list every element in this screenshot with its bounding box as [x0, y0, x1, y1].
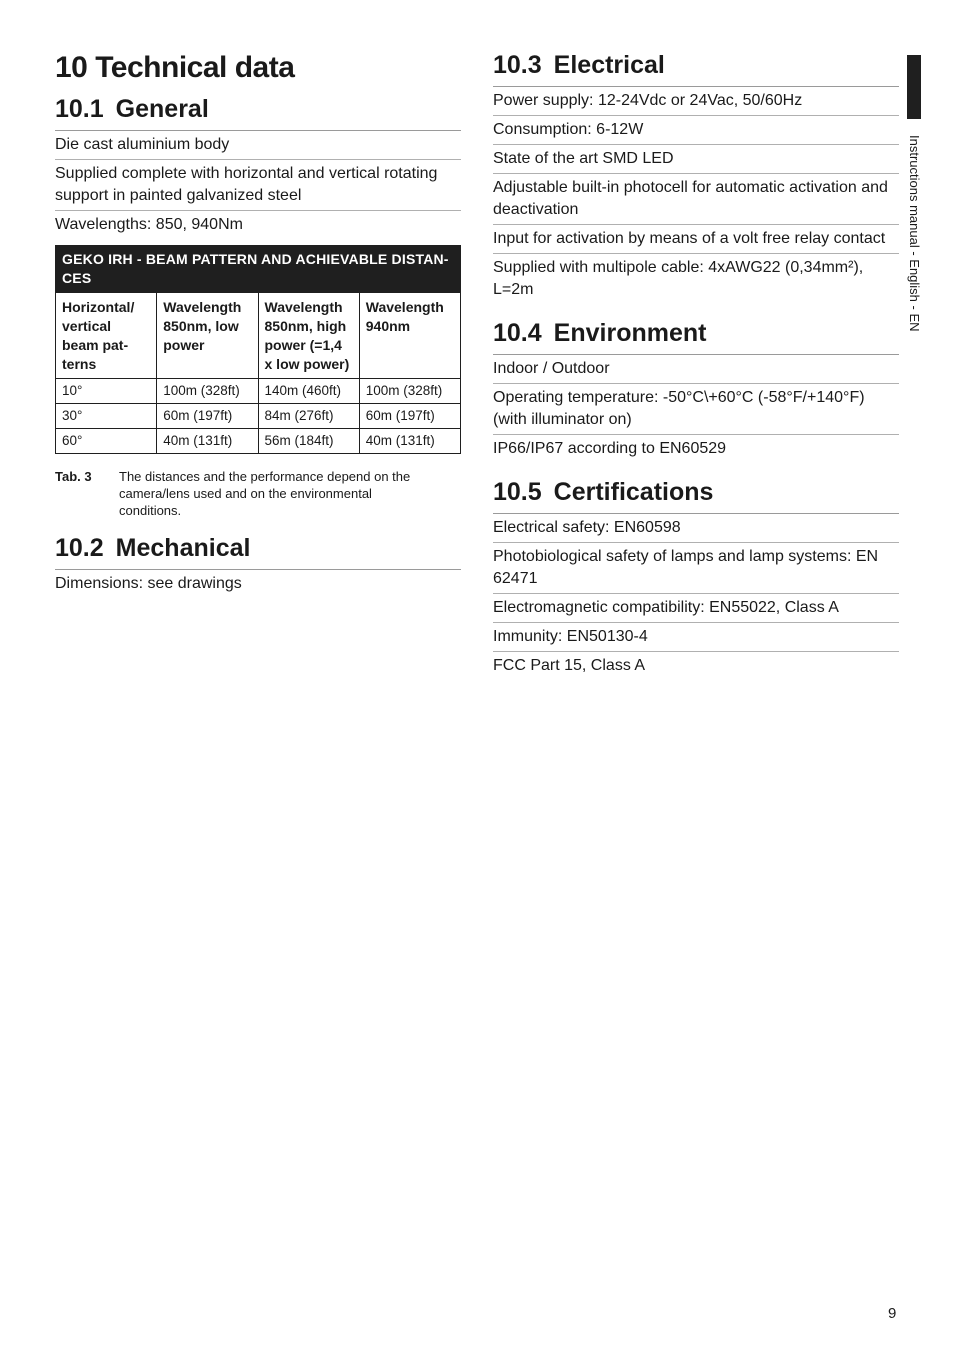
chapter-tab-marker	[907, 55, 921, 119]
section-title: Environment	[553, 319, 707, 347]
table-row	[56, 404, 461, 429]
table-cell: 30°	[56, 404, 157, 429]
section-electrical-heading	[493, 50, 899, 87]
right-column	[493, 50, 899, 680]
section-number: 10.5	[493, 478, 542, 506]
table-note-label: Tab. 3	[55, 469, 92, 484]
electrical-item: Adjustable built-in photocell for automatic activation and deactivation	[493, 174, 899, 225]
table-cell: 100m (328ft)	[359, 379, 460, 404]
general-item: Die cast aluminium body	[55, 131, 461, 160]
electrical-item: Consumption: 6-12W	[493, 116, 899, 145]
mechanical-item: Dimensions: see drawings	[55, 575, 242, 592]
general-item: Supplied complete with horizontal and vertical rotating support in painted galvanized steel	[55, 160, 461, 211]
table-cell: 10°	[56, 379, 157, 404]
chapter-title: 10 Technical data	[55, 51, 295, 84]
left-column	[55, 50, 461, 598]
section-general-heading	[55, 94, 461, 131]
electrical-item: Supplied with multipole cable: 4xAWG22 (0,34mm²), L=2m	[493, 259, 864, 298]
table-cell: 60°	[56, 429, 157, 454]
table-cell: 60m (197ft)	[359, 404, 460, 429]
section-environment-heading	[493, 318, 899, 355]
certifications-item: Electromagnetic compatibility: EN55022, Class A	[493, 594, 899, 623]
sidebar-manual-label: Instructions manual - English - EN	[907, 135, 922, 332]
page-number: 9	[888, 1305, 897, 1322]
table-header-cell: Horizontal/ vertical beam pat-terns	[56, 293, 157, 379]
certifications-item: Electrical safety: EN60598	[493, 514, 899, 543]
beam-pattern-table	[55, 245, 461, 454]
table-header-cell: Wavelength 850nm, high power (=1,4 x low power)	[258, 293, 359, 379]
table-cell: 40m (131ft)	[157, 429, 258, 454]
table-header-row	[56, 293, 461, 379]
table-cell: 140m (460ft)	[258, 379, 359, 404]
table-note-text: The distances and the performance depend on the camera/lens used and on the environmental conditions.	[119, 469, 411, 518]
section-number: 10.3	[493, 51, 542, 79]
certifications-item: Photobiological safety of lamps and lamp systems: EN 62471	[493, 543, 899, 594]
table-row	[56, 379, 461, 404]
section-title: General	[115, 95, 209, 123]
electrical-item: Input for activation by means of a volt free relay contact	[493, 225, 899, 254]
section-title: Certifications	[553, 478, 714, 506]
table-cell: 100m (328ft)	[157, 379, 258, 404]
table-caption: GEKO IRH - BEAM PATTERN AND ACHIEVABLE DISTAN-CES	[55, 245, 461, 292]
section-mechanical-heading	[55, 533, 461, 570]
environment-item: Operating temperature: -50°C\+60°C (-58°F/+140°F) (with illuminator on)	[493, 384, 899, 435]
certifications-item: FCC Part 15, Class A	[493, 657, 646, 674]
section-number: 10.1	[55, 95, 104, 123]
table-cell: 84m (276ft)	[258, 404, 359, 429]
section-title: Mechanical	[115, 534, 251, 562]
table-cell: 56m (184ft)	[258, 429, 359, 454]
table-row	[56, 429, 461, 454]
electrical-item: State of the art SMD LED	[493, 145, 899, 174]
table-note	[55, 468, 461, 519]
section-title: Electrical	[553, 51, 665, 79]
table-cell: 40m (131ft)	[359, 429, 460, 454]
table-header-cell: Wavelength 940nm	[359, 293, 460, 379]
section-certifications-heading	[493, 477, 899, 514]
table-cell: 60m (197ft)	[157, 404, 258, 429]
environment-item: IP66/IP67 according to EN60529	[493, 440, 727, 457]
general-item: Wavelengths: 850, 940Nm	[55, 216, 243, 233]
table-header-cell: Wavelength 850nm, low power	[157, 293, 258, 379]
electrical-item: Power supply: 12-24Vdc or 24Vac, 50/60Hz	[493, 87, 899, 116]
section-number: 10.2	[55, 534, 104, 562]
certifications-item: Immunity: EN50130-4	[493, 623, 899, 652]
section-number: 10.4	[493, 319, 542, 347]
environment-item: Indoor / Outdoor	[493, 355, 899, 384]
